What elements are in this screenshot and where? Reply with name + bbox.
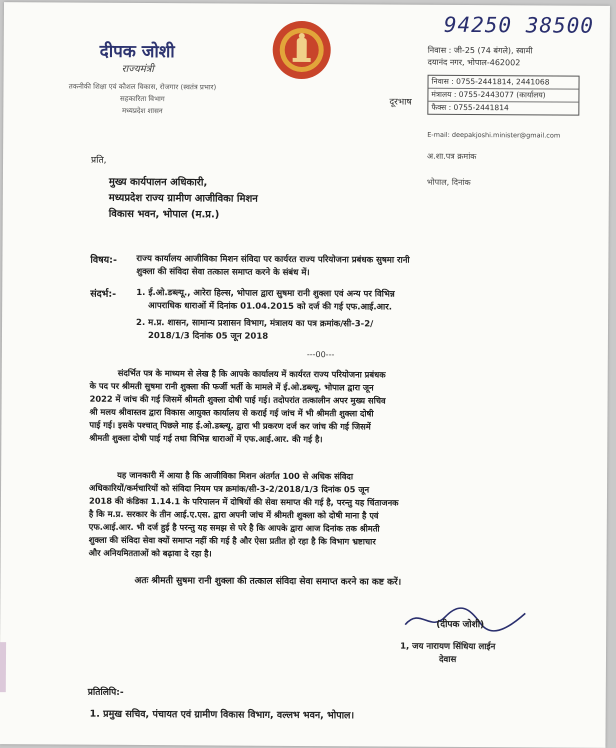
signatory-address: [400, 641, 495, 668]
to-label: प्रति,: [91, 155, 107, 166]
para1-line: के पद पर श्रीमती सुषमा रानी शुक्ला की फर्जी भर्ती के मामले में ई.ओ.डब्ल्यू. भोपाल द्वारा जून: [89, 380, 374, 393]
copy-to-label: प्रतिलिपि:-: [87, 687, 124, 698]
phone-mantralaya: मंत्रालय : 0755-2443077 (कार्यालय): [428, 89, 578, 103]
letter-reference-number: अ.शा.पत्र क्रमांक: [427, 151, 477, 162]
dept-line-3: मध्यप्रदेश शासन: [121, 106, 163, 116]
signatory-address-line-1: 1, जय नारायण सिंधिया लाईन: [400, 641, 496, 653]
closing-request: अतः श्रीमती सुषमा रानी शुक्ला की तत्काल संविदा सेवा समाप्त करने का कष्ट करें।: [134, 575, 402, 588]
subject-line-2: शुक्ला की संविदा सेवा तत्काल समाप्त करने के संबंध में।: [136, 266, 310, 279]
email-address: E-mail: deepakjoshi.minister@gmail.com: [427, 130, 561, 140]
subject-label: विषय:-: [90, 254, 117, 266]
address-line-2: दयानंद नगर, भोपाल-462002: [427, 57, 521, 68]
residence-address: [428, 45, 533, 70]
sender-title: राज्यमंत्री: [121, 63, 154, 76]
reference-1-line-2: आपराधिक धाराओं में दिनांक 01.04.2015 को दर्ज की गई एफ.आई.आर.: [148, 301, 392, 313]
reference-2-line-1: 2. म.प्र. शासन, सामान्य प्रशासन विभाग, मंत्रालय का पत्र क्रमांक/सी-3-2/: [136, 317, 374, 330]
para1-line: श्रीमती शुक्ला दोषी पाई गई तथा विभिन्न धाराओं में एफ.आई.आर. की गई है।: [89, 432, 323, 445]
para2-line: 2018 की कंडिका 1.14.1 के परिपालन में दोषियों की सेवा समाप्त की गई है, परन्तु यह चिंताजनक: [88, 495, 399, 508]
dept-line-1: तकनीकी शिक्षा एवं कौशल विकास, रोजगार (स्वतंत्र प्रभार): [68, 82, 217, 92]
sender-department: [47, 80, 237, 117]
para1-line: श्री मलय श्रीवास्तव द्वारा विकास आयुक्त कार्यालय से कराई गई जांच में भी श्रीमती शुक्ला दोषी: [89, 406, 374, 419]
dept-line-2: सहकारिता विभाग: [120, 94, 165, 104]
reference-2-line-2: 2018/1/3 दिनांक 05 जून 2018: [147, 331, 269, 342]
phone-residence: निवास : 0755-2441814, 2441068: [428, 76, 578, 90]
para2-line: है कि म.प्र. सरकार के तीन आई.ए.एस. द्वारा अपनी जांच में श्रीमती शुक्ला को दोषी माना है एवं: [88, 508, 379, 521]
subject-text: [136, 253, 556, 282]
recipient-address: [109, 175, 258, 224]
government-emblem-icon: [272, 20, 332, 80]
edge-stain: [0, 642, 6, 692]
separator: ---00---: [306, 350, 335, 360]
handwritten-phone-number: 94250 38500: [443, 12, 595, 38]
letter-date: भोपाल, दिनांक: [426, 177, 471, 188]
signatory-name: (दीपक जोशी): [436, 619, 485, 631]
recipient-line-3: विकास भवन, भोपाल (म.प्र.): [108, 208, 220, 221]
recipient-line-2: मध्यप्रदेश राज्य ग्रामीण आजीविका मिशन: [108, 192, 258, 205]
letter-page: [0, 2, 610, 748]
para2-line: अधिकारियों/कर्मचारियों को संविदा नियम पत्र क्रमांक/सी-3-2/2018/1/3 दिनांक 05 जून: [89, 482, 370, 495]
para2-line: और अनियमितताओं को बढ़ावा दे रहा है।: [88, 547, 212, 559]
sender-name: दीपक जोशी: [99, 41, 175, 63]
contact-table: [427, 75, 579, 116]
para1-line: 2022 में जांच की गई जिसमें श्रीमती शुक्ला दोषी पाई गई। तदोपरांत तत्कालीन अपर मुख्य सचिव: [89, 393, 386, 406]
subject-line-1: राज्य कार्यालय आजीविका मिशन संविदा पर कार्यरत राज्य परियोजना प्रबंधक सुषमा रानी: [136, 253, 410, 266]
reference-items: [136, 287, 556, 346]
para1-line: संदर्भित पत्र के माध्यम से लेख है कि आपके कार्यालय में कार्यरत राज्य परियोजना प्रबंधक: [117, 367, 386, 380]
signatory-address-line-2: देवास: [438, 654, 457, 665]
paragraph-2: [89, 469, 552, 563]
paragraph-1: [89, 367, 551, 448]
para1-line: पाई गई। इसके पश्चात् पिछले माह ई.ओ.डब्ल्यू. द्वारा भी प्रकरण दर्ज कर जांच की गई जिसमें: [89, 419, 371, 432]
reference-1-line-1: 1. ई.ओ.डब्ल्यू., आरेरा हिल्स, भोपाल द्वारा सुषमा रानी शुक्ला एवं अन्य पर विभिन्न: [136, 287, 395, 300]
recipient-line-1: मुख्य कार्यपालन अधिकारी,: [108, 176, 208, 189]
fax-number: फैक्स : 0755-2441814: [431, 102, 509, 113]
para2-line: यह जानकारी में आया है कि आजीविका मिशन अंतर्गत 100 से अधिक संविदा: [117, 469, 354, 482]
phone-label: दूरभाष: [389, 97, 412, 108]
para2-line: शुक्ला की संविदा सेवा क्यों समाप्त नहीं की गई है और ऐसा प्रतीत हो रहा है कि विभाग भ्रष्टाचार: [88, 534, 376, 547]
para2-line: एफ.आई.आर. भी दर्ज हुई है परन्तु यह समझ से परे है कि आपके द्वारा आज दिनांक तक श्रीमती: [88, 521, 380, 534]
address-line-1: निवास : जी-25 (74 बंगले), स्वामी: [427, 45, 533, 56]
reference-label: संदर्भ:-: [90, 288, 117, 300]
copy-to-item: 1. प्रमुख सचिव, पंचायत एवं ग्रामीण विकास विभाग, वल्लभ भवन, भोपाल।: [89, 708, 355, 722]
